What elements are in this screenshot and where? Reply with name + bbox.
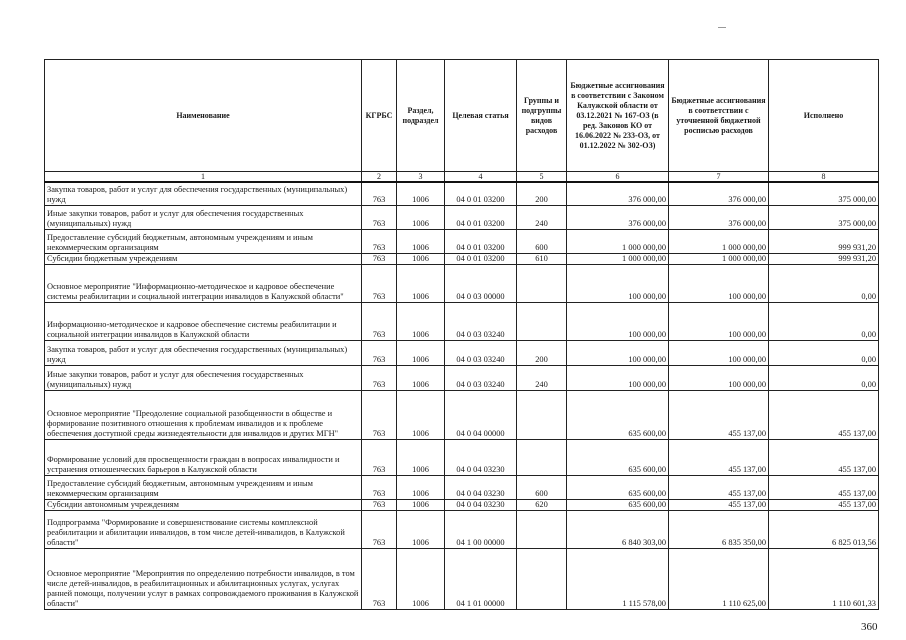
row-refined: 100 000,00 [669,340,769,365]
row-section: 1006 [397,302,445,340]
row-kgrbs: 763 [362,253,397,264]
row-name: Предоставление субсидий бюджетным, автономным учреждениям и иным некоммерческим организациям [45,475,362,499]
table-row [45,302,879,340]
row-group: 610 [517,253,567,264]
row-executed: 999 931,20 [769,253,879,264]
row-law: 100 000,00 [567,340,669,365]
row-kgrbs: 763 [362,475,397,499]
table-row [45,264,879,302]
row-refined: 376 000,00 [669,182,769,205]
row-executed: 375 000,00 [769,205,879,229]
row-kgrbs: 763 [362,340,397,365]
row-name: Субсидии автономным учреждениям [45,499,362,510]
column-number: 5 [517,172,567,183]
row-executed: 999 931,20 [769,229,879,253]
row-kgrbs: 763 [362,499,397,510]
row-law: 376 000,00 [567,182,669,205]
row-executed: 6 825 013,56 [769,510,879,548]
column-number: 7 [669,172,769,183]
row-group: 240 [517,365,567,390]
page-number: 360 [861,621,878,633]
row-law: 100 000,00 [567,264,669,302]
row-target: 04 0 01 03200 [445,205,517,229]
row-kgrbs: 763 [362,182,397,205]
row-group: 200 [517,182,567,205]
row-executed: 0,00 [769,340,879,365]
row-section: 1006 [397,365,445,390]
table-row [45,340,879,365]
table-row [45,439,879,475]
scan-mark [718,27,726,28]
row-target: 04 0 03 03240 [445,302,517,340]
row-refined: 455 137,00 [669,475,769,499]
header-name: Наименование [45,60,362,172]
table-row [45,510,879,548]
row-section: 1006 [397,264,445,302]
row-executed: 455 137,00 [769,499,879,510]
row-name: Иные закупки товаров, работ и услуг для обеспечения государственных (муниципальных) нужд [45,205,362,229]
row-law: 635 600,00 [567,390,669,439]
row-target: 04 0 04 03230 [445,499,517,510]
row-section: 1006 [397,475,445,499]
row-law: 1 000 000,00 [567,229,669,253]
column-number: 6 [567,172,669,183]
row-section: 1006 [397,182,445,205]
row-executed: 455 137,00 [769,439,879,475]
row-law: 635 600,00 [567,475,669,499]
row-law: 635 600,00 [567,499,669,510]
row-target: 04 0 04 00000 [445,390,517,439]
row-law: 376 000,00 [567,205,669,229]
column-number: 4 [445,172,517,183]
row-group: 240 [517,205,567,229]
header-executed: Исполнено [769,60,879,172]
row-executed: 1 110 601,33 [769,548,879,609]
row-group [517,510,567,548]
header-groups: Группы и подгруппы видов расходов [517,60,567,172]
column-number-row [45,172,879,183]
row-section: 1006 [397,499,445,510]
row-target: 04 0 03 03240 [445,365,517,390]
row-refined: 100 000,00 [669,365,769,390]
row-kgrbs: 763 [362,548,397,609]
budget-table [44,59,879,610]
row-executed: 375 000,00 [769,182,879,205]
table-row [45,548,879,609]
row-target: 04 0 01 03200 [445,229,517,253]
row-name: Предоставление субсидий бюджетным, автономным учреждениям и иным некоммерческим организациям [45,229,362,253]
row-kgrbs: 763 [362,510,397,548]
row-target: 04 0 04 03230 [445,439,517,475]
row-executed: 0,00 [769,264,879,302]
row-target: 04 0 04 03230 [445,475,517,499]
header-target: Целевая статья [445,60,517,172]
table-row [45,499,879,510]
row-group [517,302,567,340]
row-law: 1 000 000,00 [567,253,669,264]
table-row [45,253,879,264]
row-refined: 100 000,00 [669,302,769,340]
column-number: 8 [769,172,879,183]
row-group: 600 [517,475,567,499]
header-allocations-refined: Бюджетные ассигнования в соответствии с уточненной бюджетной росписью расходов [669,60,769,172]
row-law: 6 840 303,00 [567,510,669,548]
table-row [45,229,879,253]
row-section: 1006 [397,229,445,253]
row-section: 1006 [397,439,445,475]
row-name: Закупка товаров, работ и услуг для обеспечения государственных (муниципальных) нужд [45,340,362,365]
row-target: 04 1 01 00000 [445,548,517,609]
column-number: 2 [362,172,397,183]
row-target: 04 0 03 00000 [445,264,517,302]
row-refined: 6 835 350,00 [669,510,769,548]
column-number: 1 [45,172,362,183]
row-group: 200 [517,340,567,365]
row-refined: 376 000,00 [669,205,769,229]
row-section: 1006 [397,253,445,264]
row-target: 04 0 01 03200 [445,253,517,264]
row-name: Основное мероприятие "Информационно-методическое и кадровое обеспечение системы реабилитации и социальной интеграции инвалидов в Калужской области" [45,264,362,302]
column-number: 3 [397,172,445,183]
header-kgrbs: КГРБС [362,60,397,172]
table-row [45,365,879,390]
row-section: 1006 [397,548,445,609]
row-refined: 1 110 625,00 [669,548,769,609]
row-law: 100 000,00 [567,365,669,390]
row-refined: 1 000 000,00 [669,253,769,264]
row-executed: 455 137,00 [769,475,879,499]
row-law: 635 600,00 [567,439,669,475]
row-refined: 1 000 000,00 [669,229,769,253]
row-group [517,548,567,609]
row-group: 620 [517,499,567,510]
row-section: 1006 [397,390,445,439]
row-group [517,264,567,302]
table-row [45,390,879,439]
row-target: 04 0 01 03200 [445,182,517,205]
row-name: Формирование условий для просвещенности граждан в вопросах инвалидности и устранения отношенческих барьеров в Калужской области [45,439,362,475]
row-section: 1006 [397,205,445,229]
table-row [45,205,879,229]
header-section: Раздел, подраздел [397,60,445,172]
row-refined: 455 137,00 [669,390,769,439]
row-name: Субсидии бюджетным учреждениям [45,253,362,264]
row-kgrbs: 763 [362,205,397,229]
row-name: Подпрограмма "Формирование и совершенствование системы комплексной реабилитации и абилитации инвалидов, в том числе детей-инвалидов, в Калужской области" [45,510,362,548]
row-refined: 455 137,00 [669,499,769,510]
row-section: 1006 [397,510,445,548]
row-kgrbs: 763 [362,365,397,390]
header-allocations-law: Бюджетные ассигнования в соответствии с Законом Калужской области от 03.12.2021 № 167-ОЗ (в ред. Законов КО от 16.06.2022 № 233-ОЗ, от 01.12.2022 № 302-ОЗ) [567,60,669,172]
row-group: 600 [517,229,567,253]
row-executed: 455 137,00 [769,390,879,439]
row-refined: 100 000,00 [669,264,769,302]
row-kgrbs: 763 [362,229,397,253]
row-refined: 455 137,00 [669,439,769,475]
row-group [517,390,567,439]
row-group [517,439,567,475]
row-section: 1006 [397,340,445,365]
row-kgrbs: 763 [362,302,397,340]
row-name: Основное мероприятие "Преодоление социальной разобщенности в обществе и формирование позитивного отношения к проблемам инвалидов и к проблеме обеспечения доступной среды жизнедеятельности для инвалидов и других МГН" [45,390,362,439]
row-law: 1 115 578,00 [567,548,669,609]
row-target: 04 0 03 03240 [445,340,517,365]
table-header-row [45,60,879,172]
row-kgrbs: 763 [362,264,397,302]
row-executed: 0,00 [769,302,879,340]
row-law: 100 000,00 [567,302,669,340]
row-name: Иные закупки товаров, работ и услуг для обеспечения государственных (муниципальных) нужд [45,365,362,390]
row-kgrbs: 763 [362,390,397,439]
table-row [45,182,879,205]
row-name: Информационно-методическое и кадровое обеспечение системы реабилитации и социальной интеграции инвалидов в Калужской области [45,302,362,340]
row-target: 04 1 00 00000 [445,510,517,548]
table-row [45,475,879,499]
row-executed: 0,00 [769,365,879,390]
row-name: Закупка товаров, работ и услуг для обеспечения государственных (муниципальных) нужд [45,182,362,205]
row-name: Основное мероприятие "Мероприятия по определению потребности инвалидов, в том числе детей-инвалидов, в реабилитационных и абилитационных услугах, услугах ранней помощи, получении услуг в рамках сопровождаемого проживания в Калужской области" [45,548,362,609]
row-kgrbs: 763 [362,439,397,475]
